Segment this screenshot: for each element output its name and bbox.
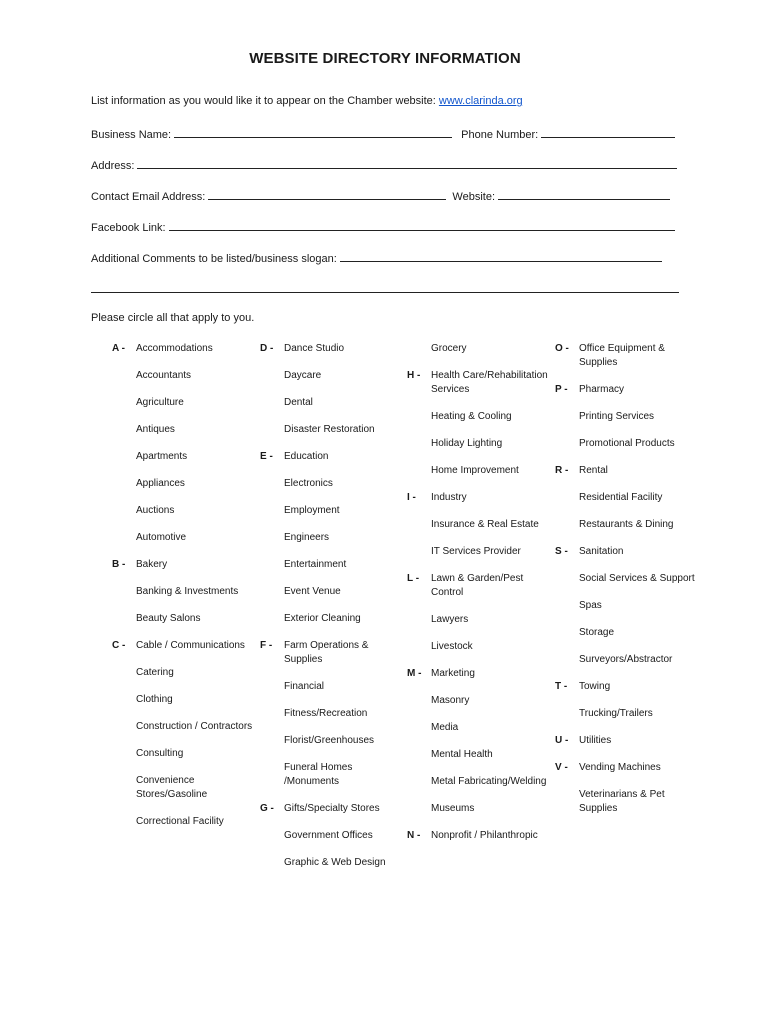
website-label: Website: — [452, 191, 495, 203]
category-item[interactable] — [112, 693, 260, 707]
category-label: Clothing — [136, 694, 173, 705]
category-label: Fitness/Recreation — [284, 708, 368, 719]
category-letter: B - — [112, 559, 126, 570]
category-item[interactable] — [260, 856, 408, 870]
category-label: Agriculture — [136, 397, 184, 408]
category-item[interactable] — [407, 667, 555, 681]
category-label: Health Care/Rehabilitation Services — [431, 370, 548, 395]
category-item[interactable] — [112, 666, 260, 680]
category-label: Entertainment — [284, 559, 347, 570]
category-item[interactable] — [555, 761, 703, 775]
business-name-label: Business Name: — [91, 129, 172, 141]
category-label: Marketing — [431, 668, 475, 679]
category-item[interactable] — [112, 774, 260, 802]
category-letter: R - — [555, 465, 569, 476]
category-label: Auctions — [136, 505, 175, 516]
category-label: Vending Machines — [579, 762, 661, 773]
category-label: Electronics — [284, 478, 333, 489]
category-item[interactable] — [407, 694, 555, 708]
category-letter: P - — [555, 384, 568, 395]
category-label: Bakery — [136, 559, 168, 570]
category-label: Livestock — [431, 641, 473, 652]
category-label: Media — [431, 722, 459, 733]
category-item[interactable] — [260, 558, 408, 572]
circle-instruction: Please circle all that apply to you. — [91, 312, 255, 324]
category-item[interactable] — [260, 612, 408, 626]
category-item[interactable] — [112, 612, 260, 626]
category-item[interactable] — [555, 545, 703, 559]
category-label: Apartments — [136, 451, 188, 462]
category-letter: E - — [260, 451, 273, 462]
category-item[interactable] — [407, 775, 555, 789]
category-item[interactable] — [260, 802, 408, 816]
category-label: Exterior Cleaning — [284, 613, 361, 624]
category-label: Cable / Communications — [136, 640, 245, 651]
category-item[interactable] — [260, 369, 408, 383]
category-label: Employment — [284, 505, 340, 516]
category-item[interactable] — [112, 396, 260, 410]
category-item[interactable] — [112, 477, 260, 491]
category-letter: G - — [260, 803, 274, 814]
category-item[interactable] — [260, 531, 408, 545]
page-title: WEBSITE DIRECTORY INFORMATION — [249, 50, 521, 67]
category-letter: C - — [112, 640, 126, 651]
chamber-website-link[interactable]: www.clarinda.org — [438, 95, 523, 107]
category-item[interactable] — [555, 410, 703, 424]
contact-email-label: Contact Email Address: — [91, 191, 206, 203]
business-name-field[interactable] — [174, 126, 452, 138]
category-item[interactable] — [112, 815, 260, 829]
category-item[interactable] — [407, 802, 555, 816]
category-label: Consulting — [136, 748, 184, 759]
category-item[interactable] — [260, 396, 408, 410]
category-item[interactable] — [407, 491, 555, 505]
category-label: Beauty Salons — [136, 613, 201, 624]
category-item[interactable] — [555, 572, 703, 586]
category-label: Daycare — [284, 370, 322, 381]
category-label: Spas — [579, 600, 602, 611]
category-item[interactable] — [112, 747, 260, 761]
category-label: Towing — [579, 681, 611, 692]
category-label: Promotional Products — [579, 438, 675, 449]
category-item[interactable] — [407, 545, 555, 559]
category-label: Appliances — [136, 478, 185, 489]
category-label: Dental — [284, 397, 313, 408]
category-label: Antiques — [136, 424, 175, 435]
category-label: Banking & Investments — [136, 586, 239, 597]
category-item[interactable] — [555, 518, 703, 532]
category-letter: O - — [555, 343, 569, 354]
category-label: Veterinarians & Pet Supplies — [579, 789, 665, 814]
category-item[interactable] — [555, 788, 703, 816]
intro-text: List information as you would like it to appear on the Chamber website: — [91, 95, 439, 107]
category-label: Restaurants & Dining — [579, 519, 674, 530]
category-item[interactable] — [260, 680, 408, 694]
category-label: Dance Studio — [284, 343, 345, 354]
comments-label: Additional Comments to be listed/business slogan: — [91, 253, 337, 265]
category-label: Funeral Homes /Monuments — [284, 762, 353, 787]
category-letter: V - — [555, 762, 568, 773]
category-item[interactable] — [112, 531, 260, 545]
category-item[interactable] — [407, 369, 555, 397]
category-label: Construction / Contractors — [136, 721, 253, 732]
category-item[interactable] — [112, 369, 260, 383]
category-label: Printing Services — [579, 411, 655, 422]
comments-field[interactable] — [340, 250, 662, 262]
category-item[interactable] — [112, 342, 260, 356]
category-label: Event Venue — [284, 586, 341, 597]
category-label: Trucking/Trailers — [579, 708, 653, 719]
category-label: Pharmacy — [579, 384, 625, 395]
category-label: Masonry — [431, 695, 470, 706]
category-item[interactable] — [407, 640, 555, 654]
category-label: Gifts/Specialty Stores — [284, 803, 380, 814]
category-label: Industry — [431, 492, 467, 503]
category-label: Lawyers — [431, 614, 469, 625]
category-column-2 — [260, 342, 408, 883]
category-item[interactable] — [112, 639, 260, 653]
category-item[interactable] — [407, 613, 555, 627]
category-item[interactable] — [260, 477, 408, 491]
category-item[interactable] — [555, 464, 703, 478]
category-letter: U - — [555, 735, 569, 746]
category-item[interactable] — [555, 599, 703, 613]
category-item[interactable] — [555, 491, 703, 505]
category-item[interactable] — [407, 464, 555, 478]
phone-number-label: Phone Number: — [461, 129, 539, 141]
category-item[interactable] — [260, 734, 408, 748]
category-label: Education — [284, 451, 329, 462]
comments-continuation-line[interactable] — [91, 292, 679, 293]
category-label: Graphic & Web Design — [284, 857, 386, 868]
category-item[interactable] — [407, 721, 555, 735]
category-label: Correctional Facility — [136, 816, 224, 827]
category-item[interactable] — [407, 437, 555, 451]
category-item[interactable] — [260, 423, 408, 437]
category-label: Storage — [579, 627, 615, 638]
category-label: Automotive — [136, 532, 187, 543]
category-label: Lawn & Garden/Pest Control — [431, 573, 524, 598]
category-label: Social Services & Support — [579, 573, 695, 584]
category-item[interactable] — [555, 707, 703, 721]
category-item[interactable] — [260, 639, 408, 667]
category-item[interactable] — [555, 342, 703, 370]
category-label: Mental Health — [431, 749, 493, 760]
category-label: IT Services Provider — [431, 546, 521, 557]
category-label: Residential Facility — [579, 492, 663, 503]
category-item[interactable] — [260, 761, 408, 789]
category-label: Heating & Cooling — [431, 411, 512, 422]
category-label: Nonprofit / Philanthropic — [431, 830, 538, 841]
category-item[interactable] — [260, 829, 408, 843]
category-label: Rental — [579, 465, 608, 476]
address-row — [91, 157, 677, 172]
category-item[interactable] — [555, 626, 703, 640]
business-name-row — [91, 126, 675, 141]
category-item[interactable] — [407, 829, 555, 843]
address-field[interactable] — [137, 157, 677, 169]
category-item[interactable] — [260, 342, 408, 356]
category-label: Catering — [136, 667, 174, 678]
category-item[interactable] — [112, 720, 260, 734]
category-label: Engineers — [284, 532, 330, 543]
category-label: Government Offices — [284, 830, 373, 841]
category-item[interactable] — [112, 558, 260, 572]
category-item[interactable] — [260, 707, 408, 721]
category-label: Utilities — [579, 735, 612, 746]
category-item[interactable] — [112, 450, 260, 464]
category-item[interactable] — [555, 653, 703, 667]
category-column-3 — [407, 342, 555, 856]
category-label: Surveyors/Abstractor — [579, 654, 673, 665]
category-item[interactable] — [407, 342, 555, 356]
category-label: Disaster Restoration — [284, 424, 375, 435]
category-letter: L - — [407, 573, 420, 584]
contact-email-row — [91, 188, 670, 203]
category-item[interactable] — [260, 504, 408, 518]
category-item[interactable] — [260, 585, 408, 599]
category-label: Home Improvement — [431, 465, 519, 476]
comments-row — [91, 250, 662, 265]
intro-line — [91, 95, 523, 107]
facebook-label: Facebook Link: — [91, 222, 166, 234]
category-label: Insurance & Real Estate — [431, 519, 539, 530]
category-item[interactable] — [555, 383, 703, 397]
category-label: Florist/Greenhouses — [284, 735, 375, 746]
category-item[interactable] — [112, 504, 260, 518]
category-letter: F - — [260, 640, 273, 651]
category-letter: S - — [555, 546, 568, 557]
address-label: Address: — [91, 160, 135, 172]
category-label: Holiday Lighting — [431, 438, 503, 449]
category-label: Accountants — [136, 370, 192, 381]
website-field[interactable] — [498, 188, 670, 200]
category-item[interactable] — [407, 410, 555, 424]
facebook-row — [91, 219, 675, 234]
category-letter: I - — [407, 492, 416, 503]
category-item[interactable] — [112, 423, 260, 437]
category-letter: N - — [407, 830, 421, 841]
category-item[interactable] — [555, 680, 703, 694]
category-label: Accommodations — [136, 343, 213, 354]
category-letter: A - — [112, 343, 125, 354]
category-item[interactable] — [260, 450, 408, 464]
category-letter: T - — [555, 681, 568, 692]
category-letter: D - — [260, 343, 274, 354]
category-column-4 — [555, 342, 703, 829]
category-letter: M - — [407, 668, 422, 679]
category-item[interactable] — [555, 734, 703, 748]
category-item[interactable] — [407, 572, 555, 600]
category-letter: H - — [407, 370, 421, 381]
category-label: Museums — [431, 803, 475, 814]
contact-email-field[interactable] — [208, 188, 446, 200]
phone-number-field[interactable] — [541, 126, 675, 138]
category-label: Office Equipment & Supplies — [579, 343, 665, 368]
category-item[interactable] — [407, 518, 555, 532]
category-label: Sanitation — [579, 546, 624, 557]
category-label: Metal Fabricating/Welding — [431, 776, 547, 787]
category-item[interactable] — [112, 585, 260, 599]
category-label: Convenience Stores/Gasoline — [136, 775, 208, 800]
category-column-1 — [112, 342, 260, 842]
category-item[interactable] — [407, 748, 555, 762]
category-item[interactable] — [555, 437, 703, 451]
category-label: Grocery — [431, 343, 467, 354]
category-label: Farm Operations & Supplies — [284, 640, 369, 665]
facebook-field[interactable] — [169, 219, 675, 231]
category-label: Financial — [284, 681, 325, 692]
